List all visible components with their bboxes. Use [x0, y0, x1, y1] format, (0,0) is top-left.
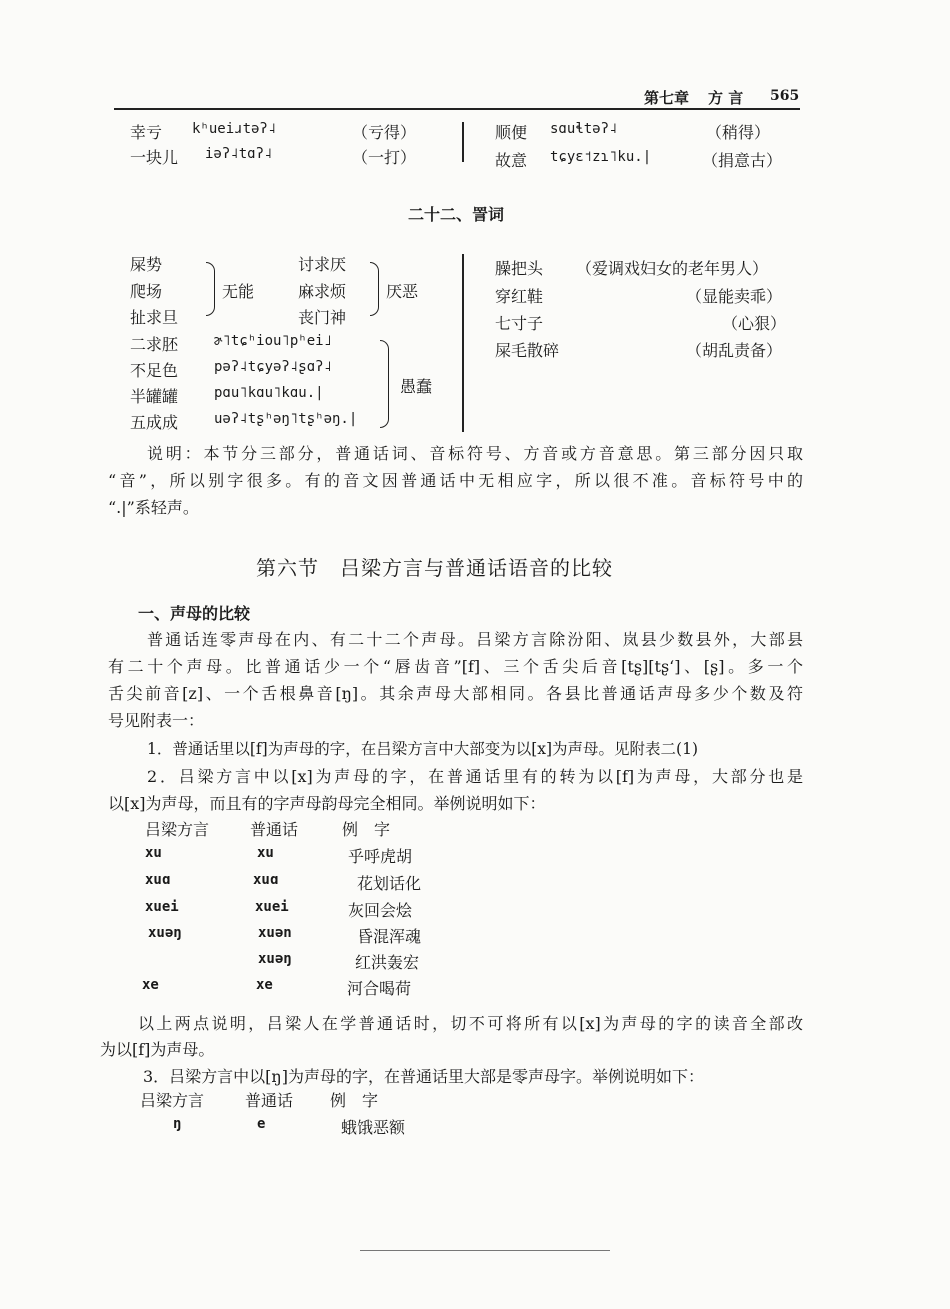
- brace-yuchun: [380, 340, 389, 428]
- p1-line: 舌尖前音[z]、一个舌根鼻音[ŋ]。其余声母大部相同。各县比普通话声母多少个数及符: [108, 684, 803, 703]
- p1-line: 普通话连零声母在内、有二十二个声母。吕梁方言除汾阳、岚县少数县外，大部县: [147, 630, 803, 649]
- table1-cell: xuəŋ: [148, 925, 182, 941]
- header-rule: [114, 108, 800, 110]
- table2-header: 普通话: [245, 1091, 294, 1110]
- top-word-right: 故意: [495, 151, 528, 170]
- table1-cell: xe: [142, 977, 159, 993]
- table1-cell: 花划话化: [357, 874, 422, 893]
- p1-line: 号见附表一：: [108, 711, 205, 730]
- top-ipa: iəʔ˨tɑʔ˨: [205, 146, 273, 162]
- table2-cell: ŋ: [173, 1116, 182, 1132]
- header-page-number: 565: [770, 88, 800, 104]
- table1-cell: xuɑ: [145, 872, 171, 888]
- note-line: “音”，所以别字很多。有的音文因普通话中无相应字，所以很不准。音标符号中的: [108, 471, 803, 490]
- group1-label: 无能: [222, 282, 255, 301]
- group2-ipa: uəʔ˨tʂʰəŋ˥tʂʰəŋ.|: [214, 411, 358, 427]
- header-section: 方 言: [708, 89, 744, 107]
- top-word-right: 顺便: [495, 123, 528, 142]
- note-line: 说明：本节分三部分，普通话词、音标符号、方音或方音意思。第三部分因只取: [147, 444, 803, 463]
- table1-cell: 乎呼虎胡: [348, 847, 413, 866]
- table2-header: 例 字: [330, 1091, 379, 1110]
- table1-cell: xuei: [145, 899, 179, 915]
- group1-word: 爬场: [130, 282, 163, 301]
- top-ipa-right: tɕyɛ˦zɿ˥ku.|: [550, 149, 652, 165]
- sub1-title: 一、声母的比较: [138, 604, 251, 623]
- table1-cell: 昏混浑魂: [357, 927, 422, 946]
- right-meaning: （胡乱责备）: [686, 341, 783, 360]
- group1-word2: 讨求厌: [298, 255, 347, 274]
- table2-cell: 蛾饿恶额: [341, 1118, 406, 1137]
- table1-cell: xuəŋ: [258, 951, 292, 967]
- right-meaning: （爱调戏妇女的老年男人）: [576, 259, 769, 278]
- right-meaning: （显能卖乖）: [686, 287, 783, 306]
- group1-word2: 麻求烦: [298, 282, 347, 301]
- table1-cell: xe: [256, 977, 273, 993]
- p4-line: 以上两点说明，吕梁人在学普通话时，切不可将所有以[x]为声母的字的读音全部改: [138, 1014, 803, 1033]
- right-word: 臊把头: [495, 259, 544, 278]
- top-meaning-right: （捐意古）: [702, 151, 783, 170]
- p5-line: 3．吕梁方言中以[ŋ]为声母的字，在普通话里大部是零声母字。举例说明如下：: [143, 1067, 704, 1086]
- table1-header: 吕梁方言: [145, 820, 210, 839]
- table1-cell: xu: [257, 845, 274, 861]
- right-word: 屎毛散碎: [495, 341, 560, 360]
- group2-word: 二求胚: [130, 335, 179, 354]
- table1-cell: 河合喝荷: [347, 979, 412, 998]
- middle-column-divider: [462, 254, 464, 432]
- right-word: 穿红鞋: [495, 287, 544, 306]
- p4-line: 为以[f]为声母。: [100, 1040, 215, 1059]
- p3-line: 以[x]为声母，而且有的字声母韵母完全相同。举例说明如下：: [108, 794, 546, 813]
- group2-word: 五成成: [130, 413, 179, 432]
- brace-yanwu: [370, 262, 379, 316]
- group2-word: 半罐罐: [130, 387, 179, 406]
- table1-cell: xu: [145, 845, 162, 861]
- p3-line: 2．吕梁方言中以[x]为声母的字，在普通话里有的转为以[f]为声母，大部分也是: [147, 767, 803, 786]
- table1-cell: xuɑ: [253, 872, 279, 888]
- group2-ipa: pɑu˥kɑu˥kɑu.|: [214, 385, 324, 401]
- group2-ipa: pəʔ˨tɕyəʔ˨ʂɑʔ˨: [214, 359, 333, 375]
- top-word: 一块儿: [130, 148, 179, 167]
- group1-word2: 丧门神: [298, 308, 347, 327]
- table2-header: 吕梁方言: [140, 1091, 205, 1110]
- table1-cell: 灰回会烩: [348, 901, 413, 920]
- top-meaning: （一打）: [352, 148, 417, 167]
- top-ipa: kʰueiɹtəʔ˨: [192, 121, 277, 137]
- table1-cell: 红洪轰宏: [355, 953, 420, 972]
- table1-header: 例 字: [342, 820, 391, 839]
- header-chapter: 第七章: [644, 89, 690, 107]
- group2-label: 愚蠢: [400, 377, 433, 396]
- top-meaning: （亏得）: [352, 123, 417, 142]
- group1-label2: 厌恶: [386, 282, 419, 301]
- bottom-scan-line: [360, 1250, 610, 1251]
- note-line: “.|”系轻声。: [108, 498, 199, 517]
- top-word: 幸亏: [130, 123, 163, 142]
- right-word: 七寸子: [495, 314, 544, 333]
- table1-cell: xuei: [255, 899, 289, 915]
- top-ipa-right: sɑuɬtəʔ˨: [550, 121, 618, 137]
- section22-title: 二十二、詈词: [408, 205, 505, 224]
- table1-cell: xuən: [258, 925, 292, 941]
- p2-line: 1．普通话里以[f]为声母的字，在吕梁方言中大部变为以[x]为声母。见附表二(1): [147, 740, 698, 758]
- brace-wuneng: [206, 262, 215, 316]
- group2-word: 不足色: [130, 361, 179, 380]
- group2-ipa: ɚ˥tɕʰiou˥pʰei˩: [214, 333, 333, 349]
- section6-title: 第六节 吕梁方言与普通话语音的比较: [256, 556, 613, 580]
- top-meaning-right: （稍得）: [706, 123, 771, 142]
- table1-header: 普通话: [250, 820, 299, 839]
- p1-line: 有二十个声母。比普通话少一个“唇齿音”[f]、三个舌尖后音[tʂ][tʂʻ]、[ʂ]。多一个: [108, 657, 803, 676]
- group1-word: 扯求旦: [130, 308, 179, 327]
- top-column-divider: [462, 122, 464, 162]
- right-meaning: （心狠）: [722, 314, 787, 333]
- group1-word: 屎势: [130, 255, 163, 274]
- table2-cell: e: [257, 1116, 266, 1132]
